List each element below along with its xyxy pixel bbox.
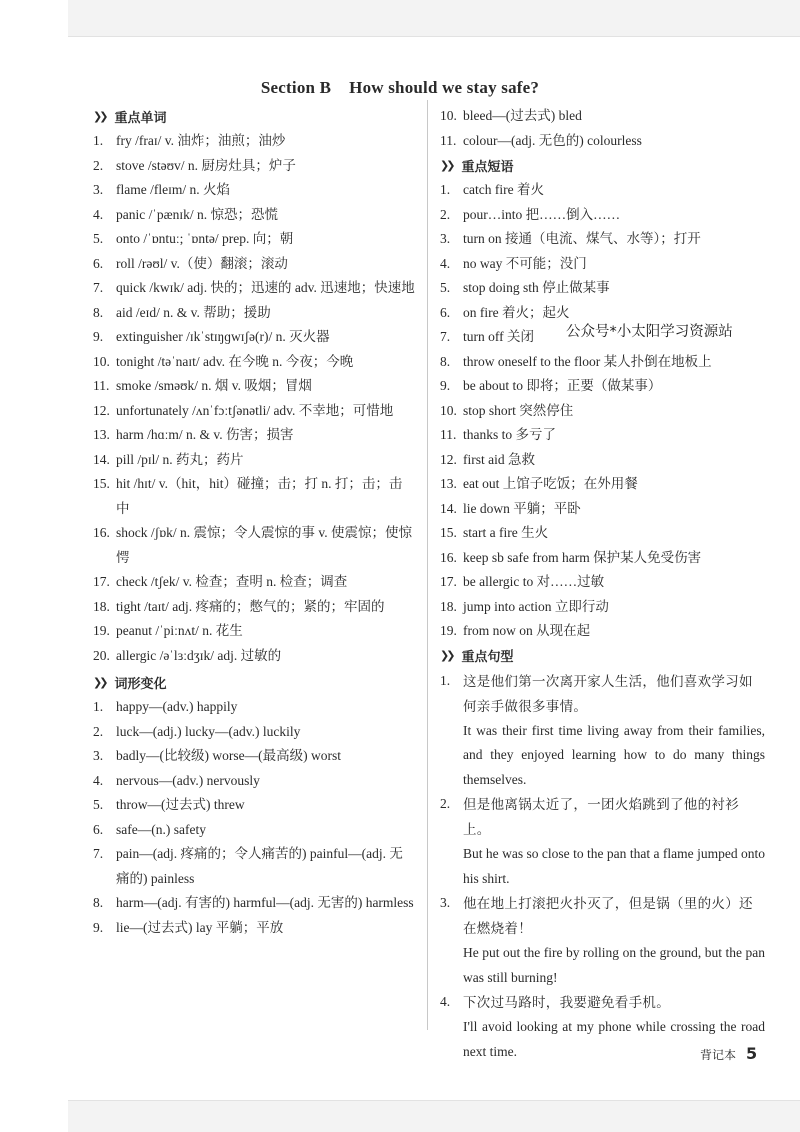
word-entry xyxy=(93,399,415,424)
item-text: badly—(比较级) worse—(最高级) worst xyxy=(116,748,341,763)
section-header-sentences xyxy=(440,646,765,666)
word-form-entry xyxy=(93,769,415,794)
phrase-entry xyxy=(440,423,765,448)
word-form-entry xyxy=(93,916,415,941)
item-number: 5. xyxy=(440,280,451,295)
item-text: jump into action 立即行动 xyxy=(463,598,609,614)
word-entry xyxy=(93,619,415,644)
item-number: 9. xyxy=(93,919,104,935)
item-number: 17. xyxy=(93,574,110,589)
item-number: 7. xyxy=(93,846,104,861)
item-number: 8. xyxy=(440,353,451,369)
item-text: flame /fleɪm/ n. 火焰 xyxy=(116,182,230,197)
item-number: 2. xyxy=(93,723,104,739)
item-text: thanks to 多亏了 xyxy=(463,427,556,442)
left-column xyxy=(93,104,415,940)
item-text: pour…into 把……倒入…… xyxy=(463,206,621,222)
item-number: 1. xyxy=(93,133,104,148)
page-title xyxy=(0,78,800,98)
item-text: throw—(过去式) threw xyxy=(116,797,245,812)
item-text: be about to 即将；正要（做某事） xyxy=(463,378,662,393)
item-text: lie—(过去式) lay 平躺；平放 xyxy=(116,919,284,935)
word-form-entry xyxy=(440,129,765,154)
item-number: 7. xyxy=(93,280,104,295)
item-text: luck—(adj.) lucky—(adv.) luckily xyxy=(116,723,301,739)
item-number: 16. xyxy=(93,525,110,540)
sentence-english: But he was so close to the pan that a flame jumped onto his shirt. xyxy=(463,846,765,886)
item-number: 1. xyxy=(440,672,451,688)
word-entry xyxy=(93,472,415,521)
word-entry xyxy=(93,129,415,154)
word-entry xyxy=(93,325,415,350)
item-text: happy—(adv.) happily xyxy=(116,699,238,714)
item-text: stop short 突然停住 xyxy=(463,402,574,418)
item-text: be allergic to 对……过敏 xyxy=(463,574,605,589)
watermark-text: 公众号*小太阳学习资源站 xyxy=(566,324,733,340)
item-text: shock /ʃɒk/ n. 震惊；令人震惊的事 v. 使震惊；使惊愕 xyxy=(116,525,413,565)
item-number: 7. xyxy=(440,329,451,344)
footer-label: 背记本 xyxy=(700,1048,737,1062)
double-chevron-icon: ❯❯ xyxy=(93,675,106,689)
item-text: no way 不可能；没门 xyxy=(463,255,587,271)
item-text: unfortunately /ʌnˈfɔːtʃənətli/ adv. 不幸地；可惜地 xyxy=(116,402,394,418)
item-text: turn off 关闭 xyxy=(463,329,534,344)
word-entry xyxy=(93,644,415,669)
item-text: catch fire 着火 xyxy=(463,182,544,197)
item-number: 12. xyxy=(440,451,457,467)
phrase-entry xyxy=(440,521,765,546)
sentence-chinese: 下次过马路时，我要避免看手机。 xyxy=(463,995,670,1010)
section-title: 词形变化 xyxy=(114,676,167,692)
item-text: turn on 接通（电流、煤气、水等）；打开 xyxy=(463,231,701,246)
item-number: 10. xyxy=(93,353,110,369)
item-text: lie down 平躺；平卧 xyxy=(463,500,581,516)
item-number: 3. xyxy=(440,895,451,910)
item-number: 4. xyxy=(440,255,451,271)
item-text: on fire 着火；起火 xyxy=(463,304,570,320)
item-number: 2. xyxy=(93,157,104,173)
word-entry xyxy=(93,276,415,301)
section-title: 重点短语 xyxy=(461,159,514,175)
word-form-entry xyxy=(440,104,765,129)
phrase-entry xyxy=(440,472,765,497)
word-form-entry xyxy=(93,793,415,818)
item-text: check /tʃek/ v. 检查；查明 n. 检查；调查 xyxy=(116,574,348,589)
item-text: eat out 上馆子吃饭；在外用餐 xyxy=(463,476,638,491)
item-number: 11. xyxy=(93,378,110,393)
word-form-entry xyxy=(93,842,415,891)
item-number: 13. xyxy=(440,476,457,491)
item-number: 20. xyxy=(93,647,110,663)
item-number: 8. xyxy=(93,895,104,910)
sentence-entry xyxy=(440,792,765,891)
item-text: stove /stəʊv/ n. 厨房灶具；炉子 xyxy=(116,157,296,173)
word-form-entry xyxy=(93,891,415,916)
word-form-list-continued xyxy=(440,104,765,153)
section-header-forms xyxy=(93,672,415,692)
item-number: 1. xyxy=(440,182,451,197)
phrase-entry xyxy=(440,227,765,252)
item-text: pain—(adj. 疼痛的；令人痛苦的) painful—(adj. 无痛的) painless xyxy=(116,846,403,886)
item-number: 14. xyxy=(93,451,110,467)
item-text: safe—(n.) safety xyxy=(116,821,206,837)
item-number: 19. xyxy=(93,623,110,638)
phrase-entry xyxy=(440,178,765,203)
item-number: 13. xyxy=(93,427,110,442)
item-number: 6. xyxy=(440,304,451,320)
item-text: nervous—(adv.) nervously xyxy=(116,772,260,788)
item-number: 18. xyxy=(440,598,457,614)
word-entry xyxy=(93,374,415,399)
word-entry xyxy=(93,448,415,473)
right-column xyxy=(440,104,765,1064)
phrase-entry xyxy=(440,203,765,228)
phrase-list xyxy=(440,178,765,644)
item-number: 4. xyxy=(93,206,104,222)
word-entry xyxy=(93,227,415,252)
word-form-entry xyxy=(93,744,415,769)
item-text: stop doing sth 停止做某事 xyxy=(463,280,610,295)
page-footer xyxy=(700,1044,757,1063)
word-form-list xyxy=(93,695,415,940)
top-margin-band xyxy=(68,0,800,37)
item-text: roll /rəʊl/ v.（使）翻滚；滚动 xyxy=(116,255,288,271)
item-text: peanut /ˈpiːnʌt/ n. 花生 xyxy=(116,623,243,638)
item-number: 18. xyxy=(93,598,110,614)
item-number: 2. xyxy=(440,206,451,222)
word-entry xyxy=(93,423,415,448)
sentence-entry xyxy=(440,669,765,793)
item-number: 10. xyxy=(440,402,457,418)
sentence-english: I'll avoid looking at my phone while crossing the road next time. xyxy=(463,1019,765,1059)
section-label: Section B xyxy=(260,78,332,97)
item-text: hit /hɪt/ v.（hit，hit）碰撞；击；打 n. 打；击；击中 xyxy=(116,476,403,516)
item-text: tight /taɪt/ adj. 疼痛的；憋气的；紧的；牢固的 xyxy=(116,598,385,614)
item-number: 6. xyxy=(93,821,104,837)
item-number: 1. xyxy=(93,699,104,714)
section-title: 重点单词 xyxy=(114,110,167,126)
section-title: 重点句型 xyxy=(461,650,514,665)
column-divider xyxy=(427,100,428,1030)
item-number: 6. xyxy=(93,255,104,271)
item-number: 3. xyxy=(440,231,451,246)
item-number: 2. xyxy=(440,796,451,811)
item-number: 4. xyxy=(440,994,451,1009)
item-text: colour—(adj. 无色的) colourless xyxy=(463,132,642,148)
word-entry xyxy=(93,178,415,203)
item-number: 9. xyxy=(440,378,451,393)
word-form-entry xyxy=(93,818,415,843)
section-heading: How should we stay safe? xyxy=(349,78,540,97)
item-number: 4. xyxy=(93,772,104,788)
item-text: quick /kwɪk/ adj. 快的；迅速的 adv. 迅速地；快速地 xyxy=(116,280,415,295)
word-entry xyxy=(93,570,415,595)
word-entry xyxy=(93,203,415,228)
item-text: smoke /sməʊk/ n. 烟 v. 吸烟；冒烟 xyxy=(116,378,312,393)
sentence-english: It was their first time living away from their families, and they enjoyed learning how to do many things themselves. xyxy=(463,722,765,787)
bottom-margin-band xyxy=(68,1100,800,1132)
item-number: 5. xyxy=(93,797,104,812)
phrase-entry xyxy=(440,619,765,644)
item-number: 5. xyxy=(93,231,104,246)
item-text: allergic /əˈlɜːdʒɪk/ adj. 过敏的 xyxy=(116,647,282,663)
item-text: bleed—(过去式) bled xyxy=(463,108,582,123)
phrase-entry xyxy=(440,570,765,595)
section-header-phrases xyxy=(440,155,765,175)
double-chevron-icon: ❯❯ xyxy=(93,109,106,123)
item-number: 10. xyxy=(440,108,457,123)
word-entry xyxy=(93,252,415,277)
word-list xyxy=(93,129,415,668)
item-number: 11. xyxy=(440,427,457,442)
item-text: panic /ˈpænɪk/ n. 惊恐；恐慌 xyxy=(116,206,278,222)
phrase-entry xyxy=(440,350,765,375)
item-number: 3. xyxy=(93,182,104,197)
item-number: 14. xyxy=(440,500,457,516)
item-text: from now on 从现在起 xyxy=(463,623,591,638)
word-form-entry xyxy=(93,720,415,745)
item-text: tonight /təˈnaɪt/ adv. 在今晚 n. 今夜；今晚 xyxy=(116,353,354,369)
item-number: 16. xyxy=(440,549,457,565)
word-entry xyxy=(93,595,415,620)
item-number: 17. xyxy=(440,574,457,589)
item-text: fry /fraɪ/ v. 油炸；油煎；油炒 xyxy=(116,133,286,148)
page-number: 5 xyxy=(746,1044,758,1063)
section-header-words xyxy=(93,106,415,126)
word-entry xyxy=(93,154,415,179)
item-number: 9. xyxy=(93,329,104,344)
word-entry xyxy=(93,350,415,375)
phrase-entry xyxy=(440,374,765,399)
word-entry xyxy=(93,521,415,570)
item-text: onto /ˈɒntuː; ˈɒntə/ prep. 向；朝 xyxy=(116,231,294,246)
phrase-entry xyxy=(440,399,765,424)
item-text: harm—(adj. 有害的) harmful—(adj. 无害的) harmless xyxy=(116,895,414,910)
phrase-entry xyxy=(440,546,765,571)
word-entry xyxy=(93,301,415,326)
sentence-chinese: 但是他离锅太近了，一团火焰跳到了他的衬衫上。 xyxy=(463,797,739,837)
double-chevron-icon: ❯❯ xyxy=(440,158,453,172)
item-text: throw oneself to the floor 某人扑倒在地板上 xyxy=(463,353,712,369)
phrase-entry xyxy=(440,595,765,620)
sentence-chinese: 他在地上打滚把火扑灭了，但是锅（里的火）还在燃烧着！ xyxy=(463,896,753,936)
sentence-english: He put out the fire by rolling on the ground, but the pan was still burning! xyxy=(463,945,765,985)
item-text: harm /hɑːm/ n. & v. 伤害；损害 xyxy=(116,427,294,442)
item-number: 15. xyxy=(440,525,457,540)
item-text: first aid 急救 xyxy=(463,451,535,467)
phrase-entry xyxy=(440,276,765,301)
phrase-entry xyxy=(440,448,765,473)
item-text: aid /eɪd/ n. & v. 帮助；援助 xyxy=(116,304,271,320)
item-number: 11. xyxy=(440,132,457,148)
item-text: extinguisher /ɪkˈstɪŋɡwɪʃə(r)/ n. 灭火器 xyxy=(116,329,330,344)
phrase-entry xyxy=(440,497,765,522)
item-number: 8. xyxy=(93,304,104,320)
word-form-entry xyxy=(93,695,415,720)
phrase-entry xyxy=(440,252,765,277)
sentence-entry xyxy=(440,891,765,990)
item-number: 15. xyxy=(93,476,110,491)
sentence-list xyxy=(440,669,765,1065)
item-number: 19. xyxy=(440,623,457,638)
double-chevron-icon: ❯❯ xyxy=(440,649,453,662)
item-text: start a fire 生火 xyxy=(463,525,549,540)
item-text: keep sb safe from harm 保护某人免受伤害 xyxy=(463,549,702,565)
sentence-chinese: 这是他们第一次离开家人生活，他们喜欢学习如何亲手做很多事情。 xyxy=(463,673,753,714)
item-number: 12. xyxy=(93,402,110,418)
item-text: pill /pɪl/ n. 药丸；药片 xyxy=(116,451,244,467)
item-number: 3. xyxy=(93,748,104,763)
